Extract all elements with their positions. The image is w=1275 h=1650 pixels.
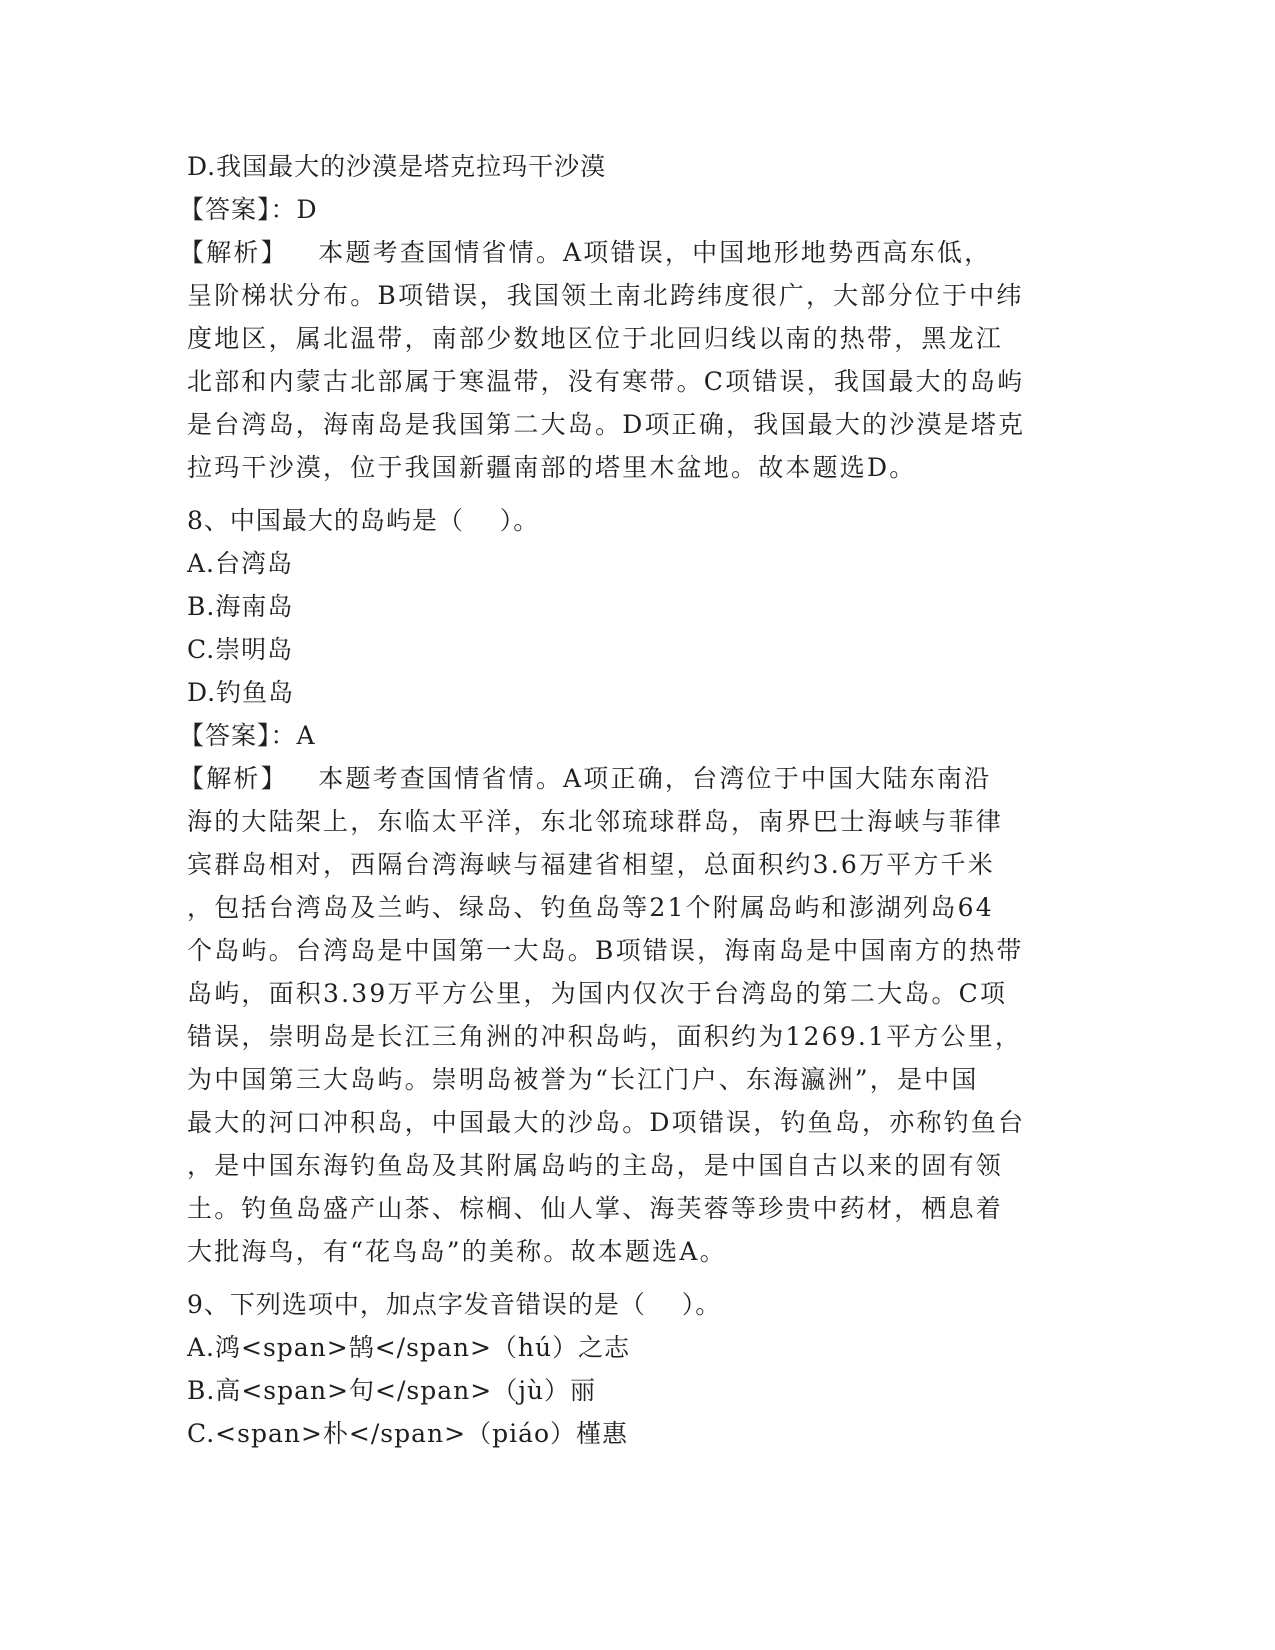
- q9-option-c: C.<span>朴</span>（piáo）槿惠: [187, 1419, 629, 1448]
- q8-analysis-line: 最大的河口冲积岛，中国最大的沙岛。D项错误，钓鱼岛，亦称钓鱼台: [187, 1108, 1026, 1137]
- q8-analysis-line: 土。钓鱼岛盛产山茶、棕榈、仙人掌、海芙蓉等珍贵中药材，栖息着: [187, 1194, 1004, 1223]
- q9-option-a: A.鸿<span>鹄</span>（hú）之志: [187, 1333, 631, 1362]
- q7-analysis-line: 是台湾岛，海南岛是我国第二大岛。D项正确，我国最大的沙漠是塔克: [187, 410, 1026, 439]
- q7-analysis-line: 拉玛干沙漠，位于我国新疆南部的塔里木盆地。故本题选D。: [187, 453, 917, 482]
- q8-answer: 【答案】：A: [179, 721, 316, 750]
- q8-analysis-line: 海的大陆架上，东临太平洋，东北邻琉球群岛，南界巴士海峡与菲律: [187, 807, 1004, 836]
- q7-analysis-line: 呈阶梯状分布。B项错误，我国领土南北跨纬度很广，大部分位于中纬: [187, 281, 1024, 310]
- q9-option-b: B.高<span>句</span>（jù）丽: [187, 1376, 597, 1405]
- q7-answer: 【答案】：D: [179, 195, 318, 224]
- q8-analysis-line: 个岛屿。台湾岛是中国第一大岛。B项错误，海南岛是中国南方的热带: [187, 936, 1024, 965]
- q8-analysis-line: ，是中国东海钓鱼岛及其附属岛屿的主岛，是中国自古以来的固有领: [187, 1151, 1004, 1180]
- q7-analysis-line: 度地区，属北温带，南部少数地区位于北回归线以南的热带，黑龙江: [187, 324, 1004, 353]
- q8-option-d: D.钓鱼岛: [187, 678, 295, 707]
- q8-option-a: A.台湾岛: [187, 549, 294, 578]
- q8-analysis-line: ，包括台湾岛及兰屿、绿岛、钓鱼岛等21个附属岛屿和澎湖列岛64: [187, 893, 994, 922]
- q7-analysis-line: 北部和内蒙古北部属于寒温带，没有寒带。C项错误，我国最大的岛屿: [187, 367, 1025, 396]
- q8-analysis-line: 大批海鸟，有“花鸟岛”的美称。故本题选A。: [187, 1237, 727, 1266]
- q8-analysis-line: 为中国第三大岛屿。崇明岛被誉为“长江门户、东海瀛洲”，是中国: [187, 1065, 979, 1094]
- q8-analysis-line: 宾群岛相对，西隔台湾海峡与福建省相望，总面积约3.6万平方千米: [187, 850, 995, 879]
- q8-analysis: [179, 757, 1087, 1273]
- q8-option-b: B.海南岛: [187, 592, 294, 621]
- q9-question: 9、下列选项中，加点字发音错误的是（ ）。: [187, 1290, 722, 1319]
- q7-analysis: [179, 231, 1087, 489]
- spacer: [187, 1273, 1087, 1283]
- spacer: [187, 489, 1087, 499]
- document-content: [179, 145, 1087, 1455]
- q8-analysis-line: 岛屿，面积3.39万平方公里，为国内仅次于台湾岛的第二大岛。C项: [187, 979, 1008, 1008]
- q8-question: 8、中国最大的岛屿是（ ）。: [187, 506, 540, 535]
- q8-analysis-line: 错误，崇明岛是长江三角洲的冲积岛屿，面积约为1269.1平方公里，: [187, 1022, 1023, 1051]
- q8-analysis-line: 【解析】 本题考查国情省情。A项正确，台湾位于中国大陆东南沿: [179, 764, 992, 793]
- q8-option-c: C.崇明岛: [187, 635, 294, 664]
- q7-option-d: D.我国最大的沙漠是塔克拉玛干沙漠: [187, 152, 607, 181]
- q7-analysis-line: 【解析】 本题考查国情省情。A项错误，中国地形地势西高东低，: [179, 238, 992, 267]
